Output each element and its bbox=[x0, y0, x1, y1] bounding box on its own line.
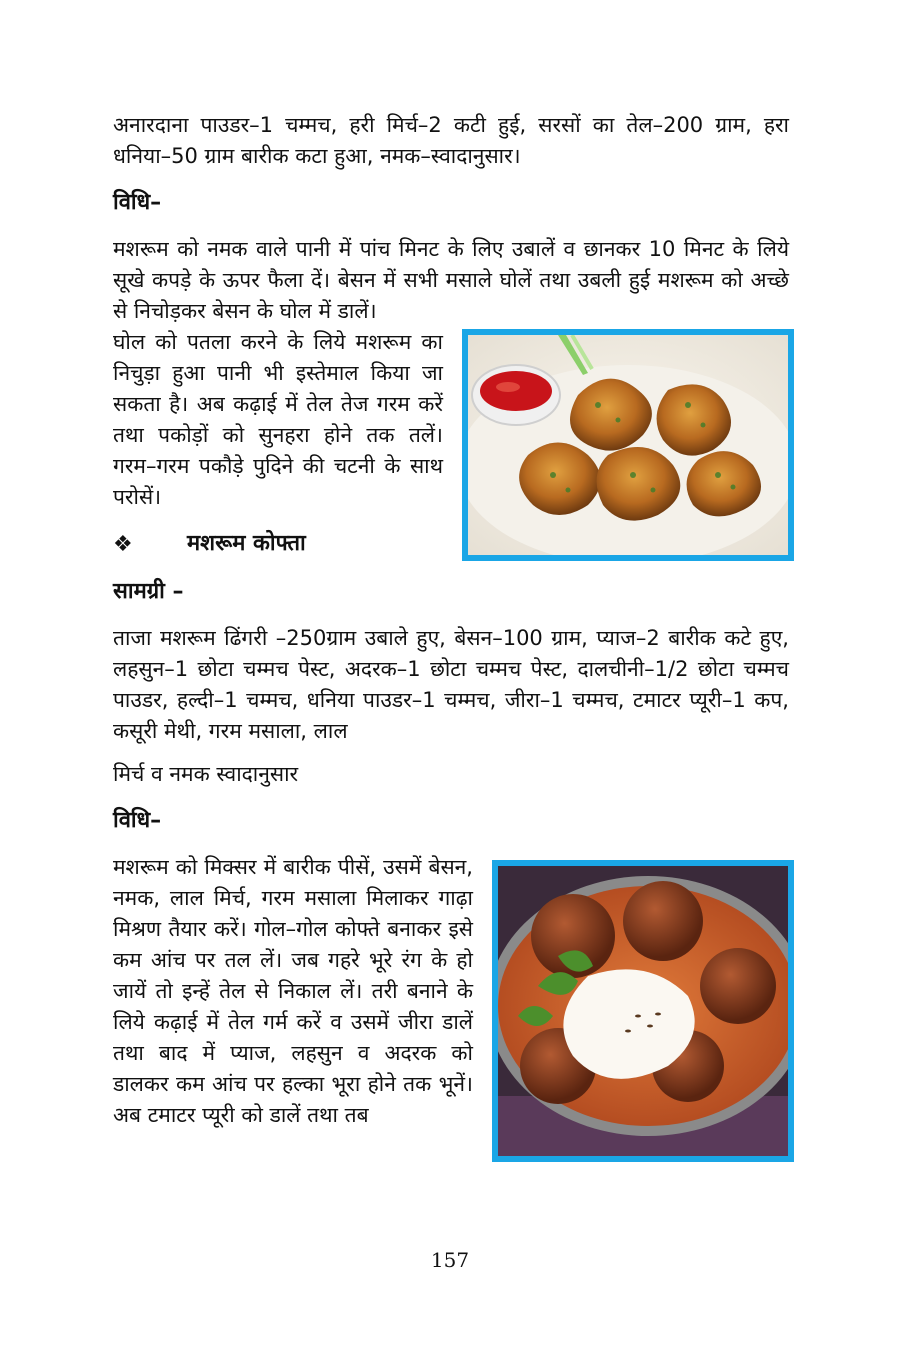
recipe-title: मशरूम कोफ्ता bbox=[187, 531, 306, 556]
pakora-image bbox=[468, 335, 788, 555]
page-number: 157 bbox=[430, 1248, 470, 1272]
ingredients-end: मिर्च व नमक स्वादानुसार bbox=[113, 762, 299, 786]
kofta-section bbox=[113, 852, 789, 1131]
ingredients-paragraph: ताजा मशरूम ढिंगरी –250ग्राम उबाले हुए, बेसन–100 ग्राम, प्याज–2 बारीक कटे हुए, लहसुन–1 छोटा चम्मच पेस्ट, अदरक–1 छोटा चम्मच पेस्ट, दालचीनी–1/2 छोटा चम्मच पाउडर, हल्दी–1 चम्मच, धनिया पाउडर–1 चम्मच, जीरा–1 चम्मच, टमाटर प्यूरी–1 कप, कसूरी मेथी, गरम मसाला, लाल bbox=[113, 626, 789, 743]
method-paragraph-1: मशरूम को नमक वाले पानी में पांच मिनट के लिए उबालें व छानकर 10 मिनट के लिये सूखे कपड़े के ऊपर फैला दें। बेसन में सभी मसाले घोलें तथा उबली हुई मशरूम को अच्छे से निचोड़कर बेसन के घोल में डालें। bbox=[113, 237, 789, 323]
method-paragraph-2: मशरूम को मिक्सर में बारीक पीसें, उसमें बेसन, नमक, लाल मिर्च, गरम मसाला मिलाकर गाढ़ा मिश्रण तैयार करें। गोल–गोल कोफ्ते बनाकर इसे कम आंच पर तल लें। जब गहरे भूरे रंग के हो जायें तो इन्हें तेल से निकाल लें। तरी बनाने के लिये कढ़ाई में तेल गर्म करें व उसमें जीरा डालें तथा बाद में प्याज, लहसुन व अदरक को डालकर कम आंच पर हल्का भूरा होने तक भूनें। अब टमाटर प्यूरी को डालें तथा तब bbox=[113, 855, 473, 1127]
method-paragraph-1-wrapped: घोल को पतला करने के लिये मशरूम का निचुड़ा हुआ पानी भी इस्तेमाल किया जा सकता है। अब कढ़ाई में तेल तेज गरम करें तथा पकोड़ों को सुनहरा होने तक तलें। गरम–गरम पकौड़े पुदिने की चटनी के साथ परोसें। bbox=[113, 330, 443, 509]
kofta-photo bbox=[492, 860, 794, 1162]
ingredients-heading: सामग्री – bbox=[113, 579, 184, 604]
method-heading-1: विधि– bbox=[113, 190, 162, 215]
pakora-photo bbox=[462, 329, 794, 561]
pakora-section bbox=[113, 327, 789, 513]
intro-paragraph: अनारदाना पाउडर–1 चम्मच, हरी मिर्च–2 कटी हुई, सरसों का तेल–200 ग्राम, हरा धनिया–50 ग्राम बारीक कटा हुआ, नमक–स्वादानुसार। bbox=[113, 113, 789, 168]
kofta-image bbox=[498, 866, 788, 1156]
bullet-diamond-icon: ❖ bbox=[113, 531, 133, 557]
method-heading-2: विधि– bbox=[113, 808, 162, 833]
page-content bbox=[113, 110, 789, 1131]
